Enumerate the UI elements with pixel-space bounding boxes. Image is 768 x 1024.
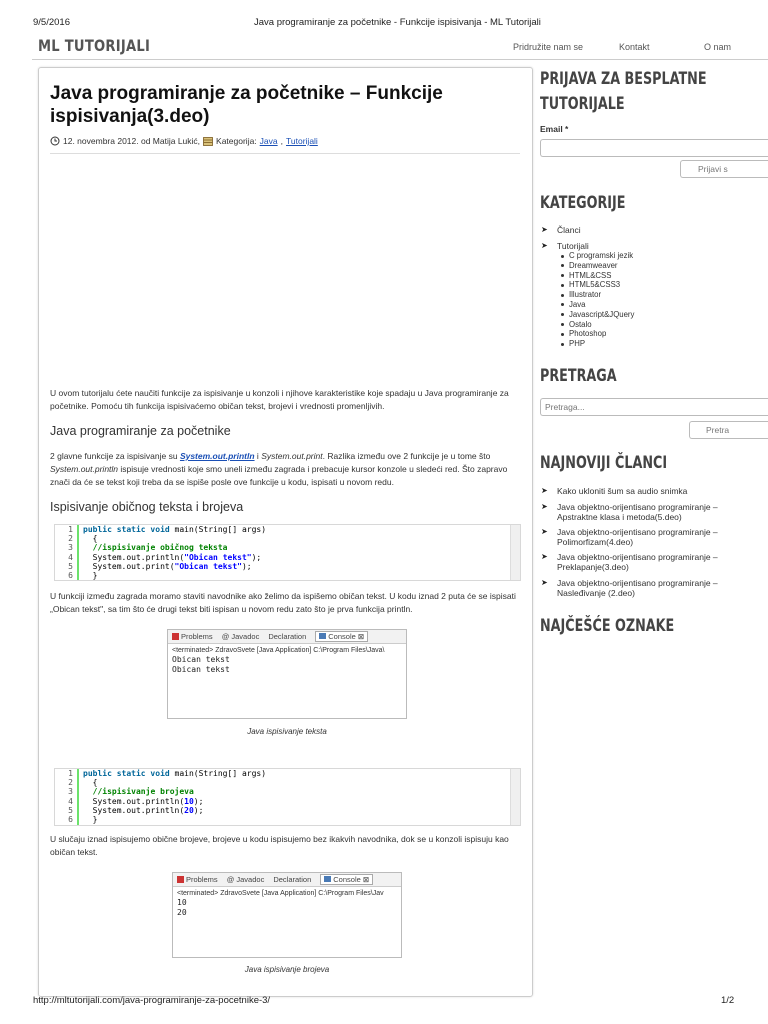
meta-separator: , — [280, 136, 284, 146]
meta-date-author: 12. novembra 2012. od Matija Lukić, — [63, 136, 201, 146]
latest-article-3[interactable]: ➤ Java objektno-orijentisano programiranje – Polimorfizam(4.deo) — [541, 527, 718, 547]
categories-heading: KATEGORIJE — [540, 193, 626, 213]
print-url: http://mltutorijali.com/java-programiranje-za-pocetnike-3/ — [33, 995, 271, 1006]
console-screenshot-numbers — [172, 872, 402, 958]
console-tab: Console ⊠ — [320, 874, 373, 885]
subcategory-item[interactable]: C programski jezik — [561, 251, 634, 261]
print-date: 9/5/2016 — [33, 17, 70, 28]
email-input[interactable] — [540, 139, 768, 157]
nav-contact[interactable]: Kontakt — [619, 42, 650, 52]
bullet-icon — [561, 323, 564, 326]
javadoc-tab: @ Javadoc — [221, 632, 260, 641]
println-fn: System.out.println — [50, 464, 119, 474]
code-scrollbar[interactable] — [510, 769, 520, 825]
header-divider — [32, 59, 768, 60]
console-screenshot-text — [167, 629, 407, 719]
bullet-icon — [561, 313, 564, 316]
bullet-icon — [561, 264, 564, 267]
meta-category-label: Kategorija: — [216, 136, 257, 146]
console-tabs — [168, 630, 406, 644]
javadoc-tab: @ Javadoc — [226, 875, 265, 884]
bullet-icon — [561, 343, 564, 346]
subcategory-item[interactable]: HTML&CSS — [561, 271, 634, 281]
meta-divider — [50, 153, 520, 154]
subcategory-item[interactable]: Dreamweaver — [561, 261, 634, 271]
gutter-bar — [77, 769, 79, 825]
console-tabs — [173, 873, 401, 887]
problems-tab: Problems — [177, 875, 218, 884]
println-link[interactable]: System.out.println — [179, 451, 255, 461]
category-link-java[interactable]: Java — [259, 136, 278, 146]
signup-button[interactable]: Prijavi s — [680, 160, 768, 178]
nav-about[interactable]: O nam — [704, 42, 732, 52]
category-clanci[interactable]: ➤ Članci — [541, 225, 581, 235]
console-tab: Console ⊠ — [315, 631, 368, 642]
category-tutorijali[interactable]: ➤ Tutorijali — [541, 241, 589, 251]
category-icon — [203, 137, 213, 146]
numbers-explanation-paragraph: U slučaju iznad ispisujemo obične brojeve, brojeve u kodu ispisujemo bez ikakvih navodnika, dok se u konzoli ispisuju kao običan tekst. — [50, 834, 509, 857]
bullet-icon — [561, 303, 564, 306]
subcategory-item[interactable]: Illustrator — [561, 290, 634, 300]
subcategory-item[interactable]: HTML5&CSS3 — [561, 280, 634, 290]
arrow-icon: ➤ — [541, 225, 548, 234]
latest-article-5[interactable]: ➤ Java objektno-orijentisano programiranje – Nasleđivanje (2.deo) — [541, 578, 718, 598]
code-scrollbar[interactable] — [510, 525, 520, 580]
article-meta — [50, 136, 318, 146]
code-lines: public static void main(String[] args) { //ispisivanje brojeva System.out.println(10); System.out.println(20); } — [83, 769, 267, 825]
terminated-line: <terminated> ZdravoSvete [Java Application] C:\Program Files\Java\ — [172, 647, 385, 654]
caption-numbers: Java ispisivanje brojeva — [244, 965, 330, 974]
declaration-tab: Declaration — [268, 632, 307, 641]
code-block-numbers — [54, 768, 521, 826]
arrow-icon: ➤ — [541, 527, 548, 536]
p2-part-b: i — [254, 451, 262, 461]
functions-paragraph — [50, 450, 518, 489]
bullet-icon — [561, 333, 564, 336]
print-page-number: 1/2 — [721, 995, 735, 1006]
subcategory-item[interactable]: Java — [561, 300, 634, 310]
print-fn: System.out.print — [261, 451, 323, 461]
category-link-tutorijali[interactable]: Tutorijali — [286, 136, 318, 146]
line-numbers: 1 2 3 4 5 6 — [68, 525, 73, 581]
arrow-icon: ➤ — [541, 578, 548, 587]
line-numbers: 1 2 3 4 5 6 — [68, 769, 73, 825]
site-logo[interactable]: ML TUTORIJALI — [38, 36, 151, 55]
bullet-icon — [561, 284, 564, 287]
declaration-tab: Declaration — [273, 875, 312, 884]
latest-article-2[interactable]: ➤ Java objektno-orijentisano programiranje – Apstraktne klasa i metoda(5.deo) — [541, 502, 718, 522]
bullet-icon — [561, 294, 564, 297]
problems-tab: Problems — [172, 632, 213, 641]
console-output: Obican tekst Obican tekst — [172, 655, 230, 674]
signup-heading-line2: TUTORIJALE — [540, 94, 625, 114]
tags-heading: NAJČEŠĆE OZNAKE — [540, 616, 675, 636]
section-heading-basics: Java programiranje za početnike — [50, 424, 231, 438]
code-lines: public static void main(String[] args) { //ispisivanje običnog teksta System.out.println("Obican tekst"); System.out.print("Obican tekst"); } — [83, 525, 267, 581]
search-input[interactable] — [540, 398, 768, 416]
p2-part-c: . Razlika između ove 2 funkcije je u tome što — [322, 451, 491, 461]
signup-heading-line1: PRIJAVA ZA BESPLATNE — [540, 69, 707, 89]
search-heading: PRETRAGA — [540, 366, 617, 386]
console-output: 10 20 — [177, 898, 187, 917]
caption-text: Java ispisivanje teksta — [247, 727, 327, 736]
bullet-icon — [561, 255, 564, 258]
console-icon — [324, 876, 331, 882]
email-label: Email * — [540, 124, 569, 134]
subcategory-list — [561, 251, 634, 349]
arrow-icon: ➤ — [541, 486, 548, 495]
problems-icon — [172, 633, 179, 640]
terminated-line: <terminated> ZdravoSvete [Java Application] C:\Program Files\Jav — [177, 890, 384, 897]
code-block-text — [54, 524, 521, 581]
subcategory-item[interactable]: Javascript&JQuery — [561, 310, 634, 320]
latest-heading: NAJNOVIJI ČLANCI — [540, 453, 668, 473]
problems-icon — [177, 876, 184, 883]
subcategory-item[interactable]: Photoshop — [561, 329, 634, 339]
p2-part-d: ispisuje vrednosti koje smo uneli između zagrada i prebacuje kursor konzole u sledeći red. Što zapravo znači da će se tekst koji treba da se ispiše posle ove funkcije u kodu, ispisati u novom redu. — [50, 464, 508, 487]
clock-icon — [50, 136, 60, 146]
latest-article-1[interactable]: ➤ Kako ukloniti šum sa audio snimka — [541, 486, 688, 496]
p2-part-a: 2 glavne funkcije za ispisivanje su — [50, 451, 180, 461]
bullet-icon — [561, 274, 564, 277]
section-heading-printing: Ispisivanje običnog teksta i brojeva — [50, 500, 244, 514]
nav-join[interactable]: Pridružite nam se — [513, 42, 584, 52]
intro-paragraph: U ovom tutorijalu ćete naučiti funkcije za ispisivanje u konzoli i njihove karakteristike koje spadaju u Java programiranje za početnike. Pomoću tih funkcija ispisivaćemo običan tekst, brojevi i vrednosti promenljivih. — [50, 388, 509, 411]
text-explanation-paragraph: U funkciji između zagrada moramo staviti navodnike ako želimo da ispišemo običan tekst. U kodu iznad 2 puta će se ispisati „Obican tekst", sa tim što će drugi tekst biti ispisan u novom redu zato što je prva funkcija println. — [50, 591, 516, 614]
latest-article-4[interactable]: ➤ Java objektno-orijentisano programiranje – Preklapanje(3.deo) — [541, 552, 718, 572]
arrow-icon: ➤ — [541, 552, 548, 561]
gutter-bar — [77, 525, 79, 580]
print-page-title: Java programiranje za početnike - Funkcije ispisivanja - ML Tutorijali — [254, 17, 541, 28]
article-title: Java programiranje za početnike – Funkcije ispisivanja(3.deo) — [50, 83, 443, 127]
search-button[interactable]: Pretra — [689, 421, 768, 439]
subcategory-item[interactable]: PHP — [561, 339, 634, 349]
subcategory-item[interactable]: Ostalo — [561, 320, 634, 330]
arrow-icon: ➤ — [541, 241, 548, 250]
arrow-icon: ➤ — [541, 502, 548, 511]
console-icon — [319, 633, 326, 639]
